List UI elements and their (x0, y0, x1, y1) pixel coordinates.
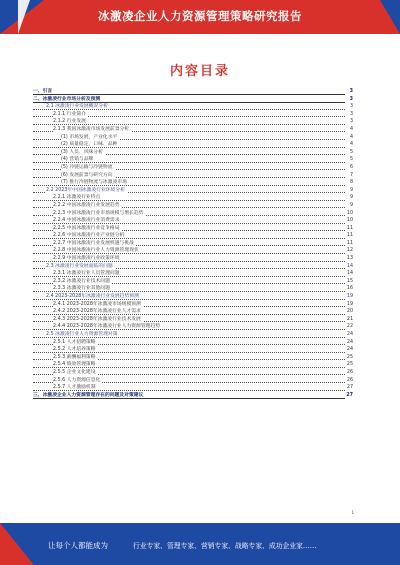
toc-entry-title: 2.4.4 2023-2028年冰激凌行业人力资源管理趋势 (53, 324, 161, 330)
toc-entry-page: 5 (349, 157, 353, 163)
toc-entry-title: 一、引言 (33, 89, 53, 94)
toc-entry-title: 2.4.2 2023-2028年冰激凌行业人才需求 (53, 309, 141, 315)
toc-entry[interactable] (33, 255, 353, 263)
toc-entry-page: 9 (349, 202, 353, 208)
toc-entry-title: 2.5.3 薪酬福利策略 (53, 354, 96, 360)
toc-entry-title: 2.5.2 人才培养策略 (53, 347, 96, 353)
toc-entry[interactable] (33, 377, 353, 385)
toc-entry-title: 2.2.3 中国冰激凌行业市场规模与增长趋势 (53, 210, 144, 216)
toc-entry-page: 11 (346, 225, 353, 231)
toc-entry-page: 4 (349, 142, 353, 148)
page-number: 1 (351, 510, 354, 515)
toc-entry[interactable] (33, 392, 353, 400)
toc-entry[interactable] (33, 316, 353, 324)
toc-entry-title: 2.3 冰激凌行业发展面临的问题 (46, 263, 113, 269)
toc-leader-dots (33, 94, 345, 95)
toc-entry-page: 3 (349, 111, 353, 117)
report-title: 冰激凌企业人力资源管理策略研究报告 (98, 9, 302, 23)
toc-entry-page: 20 (346, 309, 353, 315)
toc-entry-page: 11 (346, 240, 353, 246)
toc-entry[interactable] (33, 331, 353, 339)
footer-roles: 行业专家、管理专家、营销专家、战略专家、成功企业家…… (133, 542, 317, 550)
toc-entry-page: 16 (346, 286, 353, 292)
toc-leader-dots (33, 367, 345, 368)
toc-entry[interactable] (33, 179, 353, 187)
toc-entry-title: (4) 营销与品牌 (61, 157, 94, 163)
toc-entry-title: 2.5.6 人力资源信息化 (53, 377, 101, 383)
toc-entry-page: 26 (346, 369, 353, 375)
toc-entry[interactable] (33, 301, 353, 309)
toc-entry[interactable] (33, 141, 353, 149)
toc-entry[interactable] (33, 194, 353, 202)
toc-entry[interactable] (33, 217, 353, 225)
toc-entry-page: 4 (349, 126, 353, 132)
toc-entry-title: 2.3.2 冰激凌行业技术问题 (53, 278, 110, 284)
toc-entry-title: 2.1.2 行业发展 (53, 119, 86, 125)
toc-entry-page: 25 (346, 362, 353, 368)
toc-entry[interactable] (33, 384, 353, 392)
toc-entry-title: 2.4.3 2023-2028年冰激凌行业技术发展 (53, 316, 141, 322)
toc-entry-title: 2.2.7 中国冰激凌行业发展机遇与挑战 (53, 240, 134, 246)
toc-entry-title: 2.1 冰激凌行业发展概况分析 (46, 104, 108, 110)
toc-entry[interactable] (33, 247, 353, 255)
toc-entry[interactable] (33, 339, 353, 347)
toc-entry-title: (6) 发展前景与研究方向 (61, 172, 113, 178)
toc-entry[interactable] (33, 96, 353, 104)
toc-entry[interactable] (33, 232, 353, 240)
toc-entry-page: 14 (346, 263, 353, 269)
toc-entry-page: 3 (349, 96, 353, 102)
toc-entry[interactable] (33, 323, 353, 331)
toc-entry-title: (1) 市场发展，产业化水平 (61, 134, 118, 140)
footer-slogan: 让每个人都能成为 (48, 541, 108, 550)
toc-entry-page: 24 (346, 339, 353, 345)
toc-entry[interactable] (33, 164, 353, 172)
toc-entry-page: 7 (349, 172, 353, 178)
toc-entry-page: 22 (346, 324, 353, 330)
toc-entry-page: 3 (349, 104, 353, 110)
toc-entry-title: 2.5 冰激凌行业人力资源管理对策 (46, 332, 118, 337)
toc-entry-title: 2.5.5 企业文化建设 (53, 369, 96, 375)
toc-entry[interactable] (33, 210, 353, 218)
toc-entry[interactable] (33, 118, 353, 126)
toc-entry[interactable] (33, 293, 353, 301)
toc-entry-title: 三、冰激凌企业人力资源管理存在的问题及对策建议 (33, 392, 144, 398)
toc-entry[interactable] (33, 134, 353, 142)
toc-entry[interactable] (33, 149, 353, 157)
toc-entry[interactable] (33, 103, 353, 111)
toc-entry-page: 8 (349, 180, 353, 186)
toc-entry-page: 19 (346, 294, 353, 300)
toc-entry[interactable] (33, 225, 353, 233)
toc-entry-page: 9 (349, 187, 353, 193)
toc-entry-title: 2.5.7 人才激励机制 (53, 385, 96, 391)
toc-leader-dots (33, 329, 345, 330)
toc-entry-page: 11 (346, 233, 353, 239)
toc-entry-title: 2.2.9 中国冰激凌行业政策环境 (53, 256, 120, 262)
toc-entry-title: (5) 冷链运输与冷链物流 (61, 164, 113, 170)
toc-entry[interactable] (33, 346, 353, 354)
toc-entry[interactable] (33, 111, 353, 119)
toc-entry-title: (2) 质量稳定，口味、品种 (61, 142, 118, 148)
toc-entry-title: 二、冰激凌行业市场分析及预测 (33, 96, 101, 102)
toc-entry[interactable] (33, 369, 353, 377)
toc-entry-page: 24 (346, 332, 353, 337)
toc-entry-page: 14 (346, 271, 353, 277)
toc-entry[interactable] (33, 156, 353, 164)
toc-entry-page: 27 (346, 385, 353, 391)
footer-red-decoration (0, 523, 34, 565)
toc-entry-title: 2.2.1 冰激凌行业特点 (53, 195, 101, 201)
toc-entry-page: 12 (346, 248, 353, 254)
toc-heading: 内容目录 (169, 64, 230, 79)
toc-entry-title: 2.1.3 我国冰激凌市场发展前景分析 (53, 126, 130, 132)
toc-leader-dots (33, 291, 345, 292)
toc-entry-page: 4 (349, 134, 353, 140)
toc-entry[interactable] (33, 308, 353, 316)
toc-entry-page: 10 (346, 210, 353, 216)
toc-entry-page: 21 (346, 316, 353, 322)
toc-entry[interactable] (33, 270, 353, 278)
toc-entry-page: 6 (349, 164, 353, 170)
report-footer (0, 523, 400, 565)
toc-entry-page: 26 (346, 377, 353, 383)
toc-entry[interactable] (33, 187, 353, 195)
toc-entry[interactable] (33, 88, 353, 96)
toc-entry[interactable] (33, 172, 353, 180)
toc-entry[interactable] (33, 202, 353, 210)
toc-entry-title: 2.2.6 中国冰激凌行业产业链分析 (53, 233, 125, 239)
toc-leader-dots (33, 253, 345, 254)
report-header (0, 0, 400, 34)
toc-entry-title: 2.4.1 2023-2028年冰激凌市场规模预测 (53, 301, 141, 307)
toc-entry-title: 2.2.4 中国冰激凌行业消费需求 (53, 218, 120, 224)
toc-entry-title: 2.2.2 中国冰激凌行业发展趋势 (53, 202, 120, 208)
toc-entry-page: 15 (346, 278, 353, 284)
toc-entry-title: (3) 人员、风味分析 (61, 149, 103, 155)
toc-entry-title: (7) 推行冷链物流与冰激凌市场 (61, 180, 127, 186)
toc-entry[interactable] (33, 263, 353, 271)
toc-entry[interactable] (33, 285, 353, 293)
toc-leader-dots (33, 124, 345, 125)
toc-entry-title: 2.2 2023年中国冰激凌行业环境分析 (46, 187, 125, 193)
toc-entry-page: 5 (349, 149, 353, 155)
toc-entry-page: 19 (346, 301, 353, 307)
toc-entry[interactable] (33, 361, 353, 369)
toc-entry-title: 2.2.8 中国冰激凌行业人力资源管理现状 (53, 248, 139, 254)
toc-entry-title: 2.1.1 行业简介 (53, 111, 86, 117)
toc-entry-title: 2.3.3 冰激凌行业其他问题 (53, 286, 110, 292)
toc-entry-title: 2.2.5 中国冰激凌行业竞争格局 (53, 225, 120, 231)
toc-entry-page: 27 (346, 392, 353, 398)
table-of-contents (33, 88, 353, 399)
toc-entry-title: 2.3.1 冰激凌行业人员管理问题 (53, 271, 120, 277)
toc-entry-title: 2.4 2023-2028年冰激凌行业发展趋势预测 (46, 294, 139, 300)
toc-entry-title: 2.5.1 人才招聘策略 (53, 339, 96, 345)
toc-entry-page: 10 (346, 218, 353, 224)
toc-entry[interactable] (33, 126, 353, 134)
toc-entry-page: 13 (346, 256, 353, 262)
toc-entry[interactable] (33, 240, 353, 248)
toc-entry-page: 25 (346, 354, 353, 360)
toc-entry[interactable] (33, 278, 353, 286)
toc-entry-title: 2.5.4 绩效管理策略 (53, 362, 96, 368)
toc-entry-page: 3 (349, 119, 353, 125)
toc-entry-page: 3 (349, 89, 353, 94)
toc-entry-page: 9 (349, 195, 353, 201)
toc-entry-page: 24 (346, 347, 353, 353)
toc-entry[interactable] (33, 354, 353, 362)
